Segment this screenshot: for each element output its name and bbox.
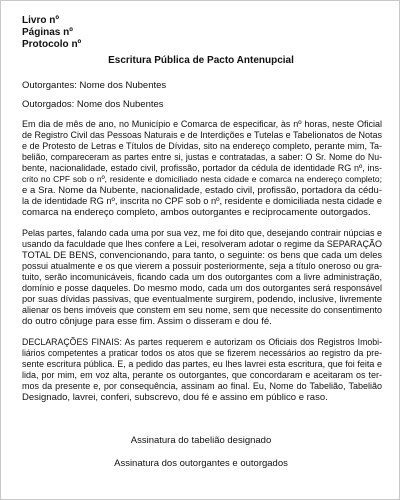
paragraph-line: e de Protesto de Letras e Títulos de Dívidas, sito na endereço completo, perante mim, Ta- (22, 141, 382, 151)
protocolo-label: Protocolo nº (22, 39, 82, 50)
paragraph-line: por suas dívidas passivas, que eventualmente surgirem, podendo, inclusive, livremente (22, 294, 382, 304)
signature-outorgantes: Assinatura dos outorgantes e outorgados (114, 458, 288, 469)
paragraph-line: la de identidade RG nº, inscrita no CPF sob o nº, residente e domiciliada nesta cidade e (22, 196, 383, 206)
paragraph-line: de Registro Civil das Pessoas Naturais e de Interdições e Tutelas e Tabelionatos de Notas (22, 130, 383, 140)
paragraph-line: Em dia de mês de ano, no Município e Comarca de especificar, às nº horas, neste Oficial (22, 119, 382, 129)
document-title: Escritura Pública de Pacto Antenupcial (108, 55, 294, 66)
livro-label: Livro nº (22, 15, 59, 26)
paragraph-line: e a Sra. Nome da Nubente, nacionalidade, estado civil, profissão, portadora da cédu- (22, 185, 382, 196)
paragraph-line: Designado, lavrei, conferi, subscrevo, dou fé e assino em público e raso. (22, 392, 328, 403)
paragraph-line: crito no CPF sob o nº, residente e domiciliado nesta cidade e comarca na endereço completo; (22, 174, 382, 184)
paragraph-line: sente escritura pública. E, a pedido das partes, eu lhes lavrei esta escritura, que foi feita e (22, 359, 382, 369)
paginas-label: Páginas nº (22, 27, 73, 38)
paragraph-line: domínio e posse daqueles. Do mesmo modo, cada um dos outorgantes será responsável (22, 283, 382, 293)
paragraph-regime (22, 228, 382, 327)
paragraph-line: alienar os bens imóveis que constem em seu nome, sem que necessite do consentimento (22, 305, 382, 315)
registry-header (22, 15, 81, 51)
paragraph-line: DECLARAÇÕES FINAIS: As partes requerem e autorizam os Oficiais dos Registros Imobi- (22, 337, 382, 347)
paragraph-line: possui atualmente e os que vierem a possuir posteriormente, seja a título oneroso ou gra- (22, 261, 382, 271)
paragraph-line: comarca na endereço completo, ambos outorgantes e reciprocamente outorgados. (22, 207, 371, 218)
paragraph-line: mos da presente e, por consequência, assinam ao final. Eu, Nome do Tabelião, Tabelião (22, 381, 382, 391)
paragraph-line: usando da faculdade que lhes confere a Lei, resolveram adotar o regime da SEPARAÇÃO (22, 239, 383, 249)
paragraph-line: tuito, serão incomunicáveis, ficando cada um dos outorgantes com a livre administração, (22, 272, 382, 282)
outorgantes-line: Outorgantes: Nome dos Nubentes (22, 80, 167, 91)
paragraph-line: belião, compareceram as partes entre si, justas e contratadas, a saber: O Sr. Nome do Nu- (22, 152, 382, 162)
paragraph-line: lida, por mim, em voz alta, perante os outorgantes, que concordaram e aceitaram os ter- (22, 370, 382, 380)
paragraph-line: TOTAL DE BENS, convencionando, para tanto, o seguinte: os bens que cada um deles (22, 250, 382, 260)
paragraph-line: do outro cônjuge para esse fim. Assim o disseram e dou fé. (22, 316, 272, 327)
paragraph-line: bente, nacionalidade, estado civil, profissão, portador da cédula de identidade RG nº, ins- (22, 163, 382, 173)
paragraph-line: liários competentes a praticar todos os atos que se fizerem necessários ao registro da pre- (22, 348, 382, 358)
signature-tabeliao: Assinatura do tabelião designado (130, 435, 272, 446)
paragraph-qualification (22, 119, 382, 218)
paragraph-declaracoes-finais (22, 337, 382, 403)
paragraph-line: Pelas partes, falando cada uma por sua vez, me foi dito que, desejando contrair núpcias e (22, 228, 382, 238)
outorgados-line: Outorgados: Nome dos Nubentes (22, 99, 164, 110)
